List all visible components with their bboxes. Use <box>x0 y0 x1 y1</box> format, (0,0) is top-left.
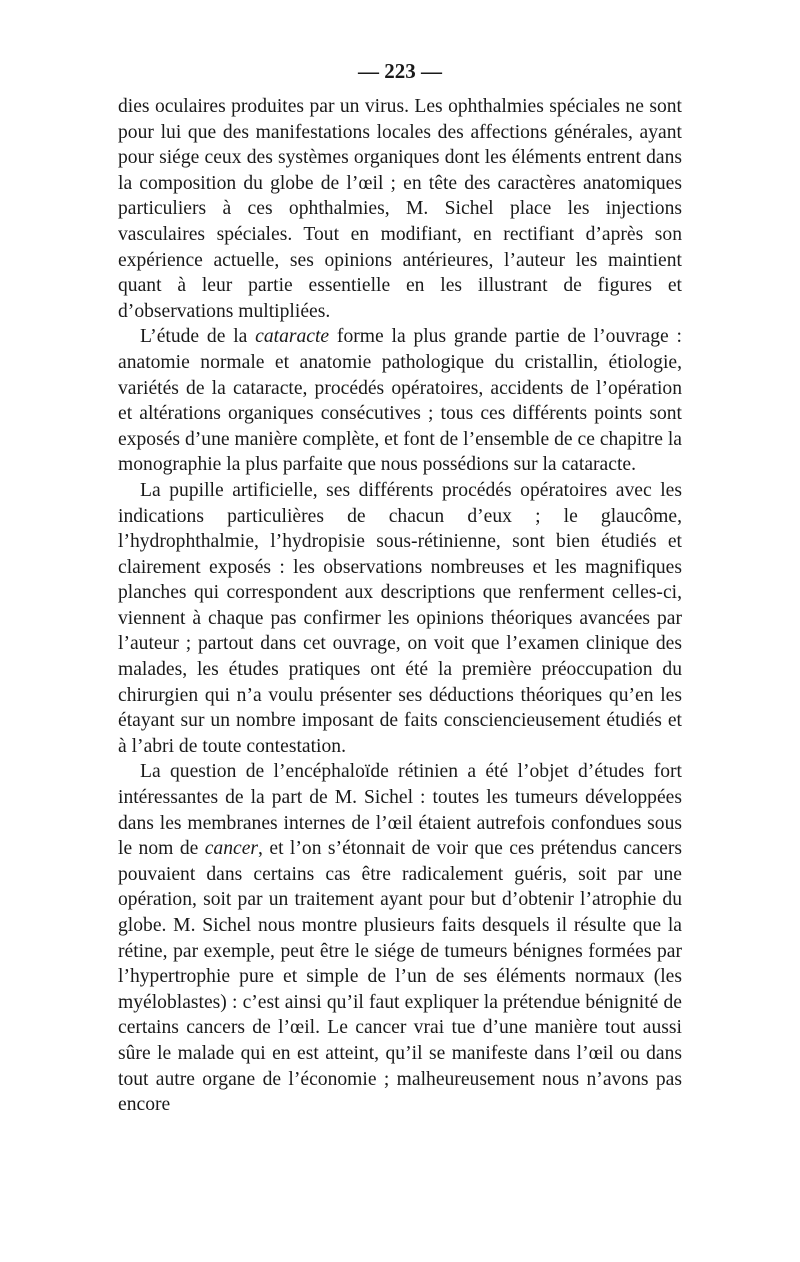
paragraph <box>118 478 682 760</box>
text-run: forme la plus grande partie de l’ouvrage : anatomie normale et anatomie pathologique du cristallin, étiologie, variétés de la cataracte, procédés opératoires, accidents de l’opération et altérations organiques consécutives ; tous ces différents points sont exposés d’une manière complète, et font de l’ensemble de ce chapitre la monographie la plus parfaite que nous possédions sur la cataracte. <box>118 326 682 476</box>
text-run: La question de l’encéphaloïde rétinien a été l’objet d’études fort intéressantes de la part de M. Sichel : toutes les tumeurs développées dans les membranes internes de l’œil étaient autrefois confondues sous le nom de <box>118 761 682 860</box>
text-run: L’étude de la <box>140 326 256 348</box>
text-run: , et l’on s’étonnait de voir que ces prétendus cancers pouvaient dans certains cas être radicalement guéris, soit par une opération, soit par un traitement ayant pour but d’obtenir l’atrophie du globe. M. Sichel nous montre plusieurs faits desquels il résulte que la rétine, par exemple, peut être le siége de tumeurs bénignes formées par l’hypertrophie pure et simple de l’un de ses éléments normaux (les myéloblastes) : c’est ainsi qu’il faut expliquer la prétendue bénignité de certains cancers de l’œil. Le cancer vrai tue d’une manière tout aussi sûre le malade qui en est atteint, qu’il se manifeste dans l’œil ou dans tout autre organe de l’économie ; malheureusement nous n’avons pas encore <box>118 838 682 1116</box>
book-page <box>118 56 682 1118</box>
paragraph <box>118 94 682 324</box>
page-number: — 223 — <box>358 59 442 83</box>
italic-term: cataracte <box>255 326 330 348</box>
paragraph <box>118 324 682 478</box>
text-run: dies oculaires produites par un virus. Les ophthalmies spéciales ne sont pour lui que des manifestations locales des affections générales, ayant pour siége ceux des systèmes organiques dont les éléments entrent dans la composition du globe de l’œil ; en tête des caractères anatomiques particuliers à ces ophthalmies, M. Sichel place les injections vasculaires spéciales. Tout en modifiant, en rectifiant d’après son expérience actuelle, ses opinions antérieures, l’auteur les maintient quant à leur partie essentielle en les illustrant de figures et d’observations multipliées. <box>118 96 682 322</box>
paragraph <box>118 759 682 1117</box>
text-run: La pupille artificielle, ses différents procédés opératoires avec les indications particulières de chacun d’eux ; le glaucôme, l’hydrophthalmie, l’hydropisie sous-rétinienne, sont bien étudiés et clairement exposés : les observations nombreuses et les magnifiques planches qui correspondent aux descriptions que renferment celles-ci, viennent à chaque pas confirmer les opinions théoriques avancées par l’auteur ; partout dans cet ouvrage, on voit que l’examen clinique des malades, les études pratiques ont été la première préoccupation du chirurgien qui n’a voulu présenter ses déductions théoriques qu’en les étayant sur un nombre imposant de faits consciencieusement étudiés et à l’abri de toute contestation. <box>118 479 682 757</box>
body-text <box>118 94 682 1118</box>
italic-term: cancer <box>204 838 259 860</box>
